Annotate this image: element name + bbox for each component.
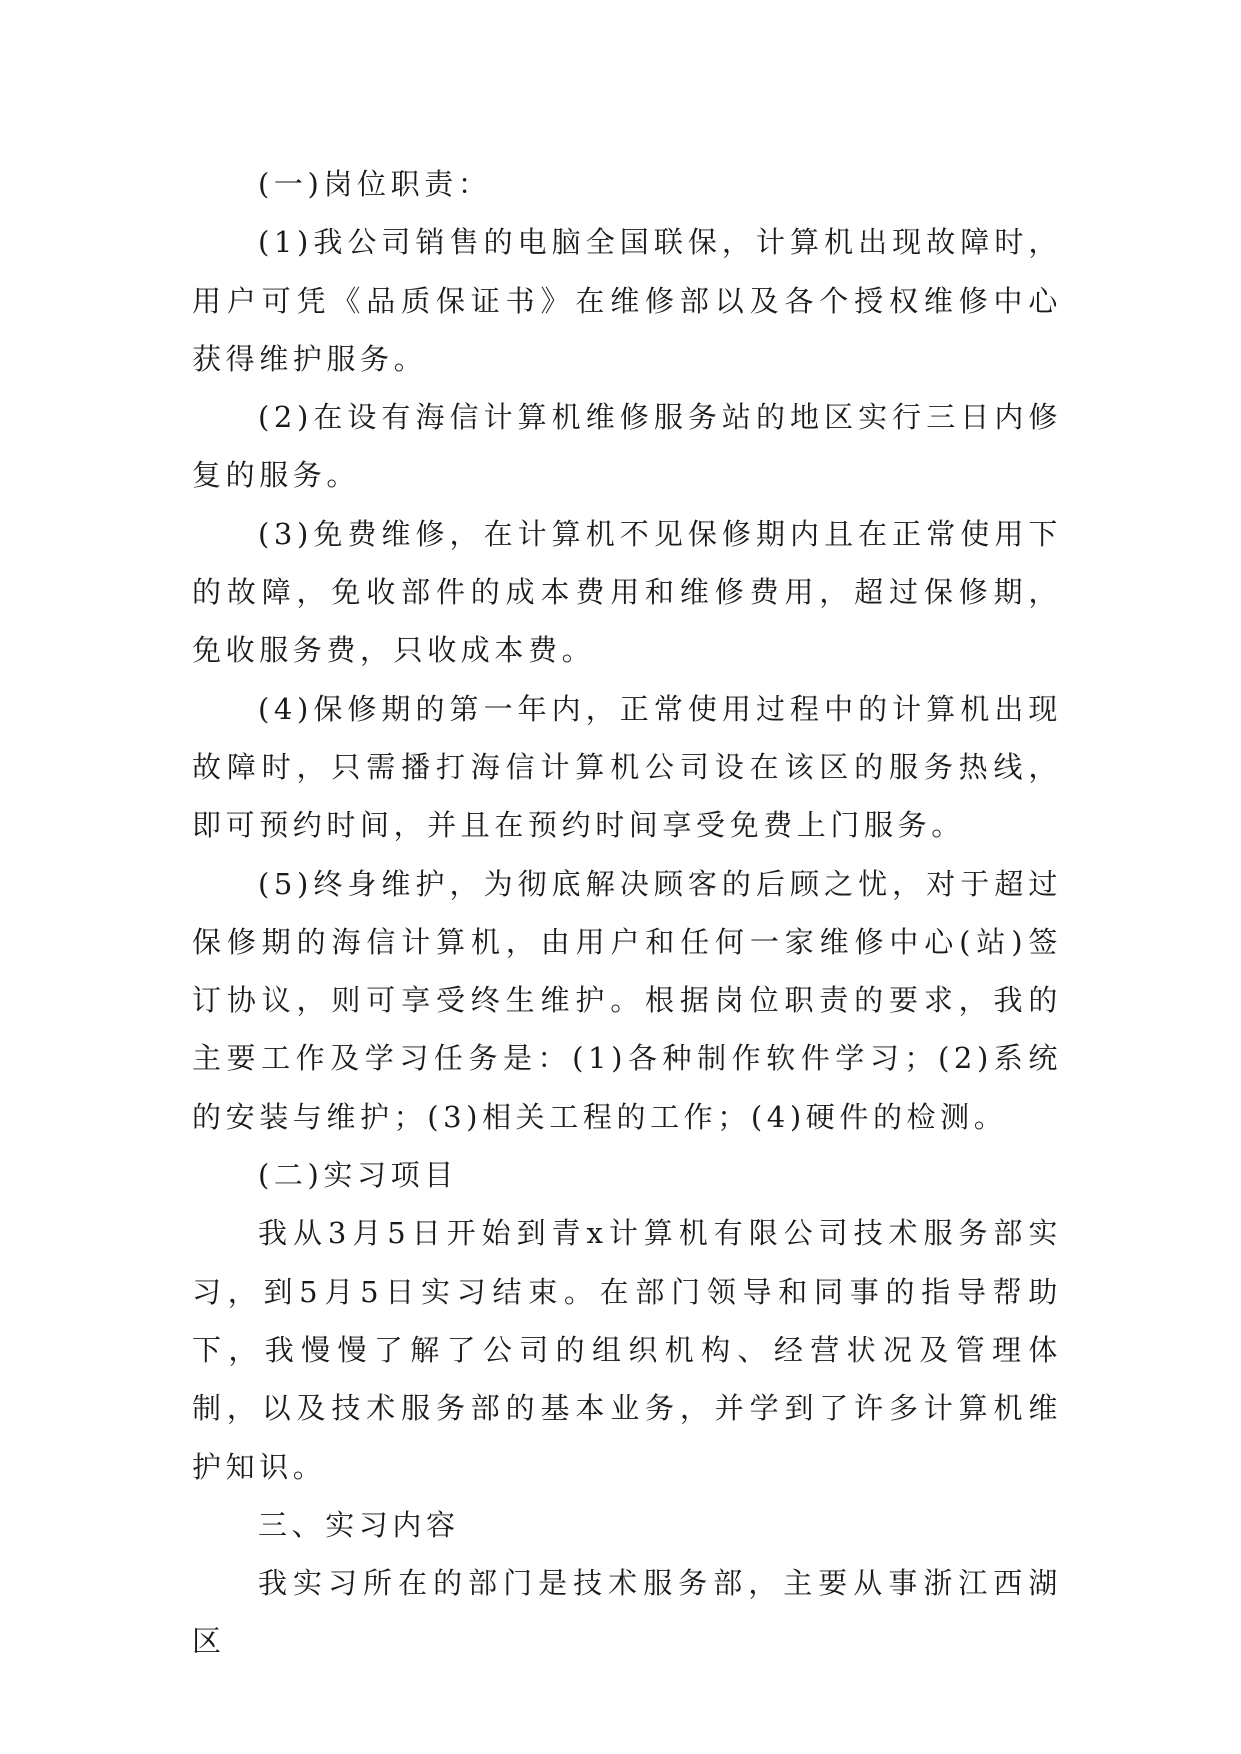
section-heading-duties: (一)岗位职责：	[258, 167, 492, 201]
document-body	[192, 155, 1062, 1671]
paragraph-department: 我实习所在的部门是技术服务部，主要从事浙江西湖区	[192, 1566, 1062, 1659]
section-heading-content: 三、实习内容	[258, 1507, 460, 1542]
paragraph-onsite-service: (4)保修期的第一年内，正常使用过程中的计算机出现故障时，只需播打海信计算机公司设在该区的服务热线，即可预约时间，并且在预约时间享受免费上门服务。	[192, 691, 1062, 843]
paragraph-warranty: (1)我公司销售的电脑全国联保，计算机出现故障时，用户可凭《品质保证书》在维修部以及各个授权维修中心获得维护服务。	[192, 225, 1062, 376]
paragraph-free-repair: (3)免费维修，在计算机不见保修期内且在正常使用下的故障，免收部件的成本费用和维修费用，超过保修期，免收服务费，只收成本费。	[192, 516, 1062, 668]
paragraph-lifetime-maintenance: (5)终身维护，为彻底解决顾客的后顾之忧，对于超过保修期的海信计算机，由用户和任何一家维修中心(站)签订协议，则可享受终生维护。根据岗位职责的要求，我的主要工作及学习任务是：(1)各种制作软件学习；(2)系统的安装与维护；(3)相关工程的工作；(4)硬件的检测。	[192, 866, 1062, 1134]
paragraph-three-day-repair: (2)在设有海信计算机维修服务站的地区实行三日内修复的服务。	[192, 400, 1062, 493]
paragraph-internship-period: 我从3月5日开始到青x计算机有限公司技术服务部实习，到5月5日实习结束。在部门领导和同事的指导帮助下，我慢慢了解了公司的组织机构、经营状况及管理体制，以及技术服务部的基本业务，并学到了许多计算机维护知识。	[192, 1216, 1062, 1484]
section-heading-project: (二)实习项目	[258, 1158, 458, 1193]
